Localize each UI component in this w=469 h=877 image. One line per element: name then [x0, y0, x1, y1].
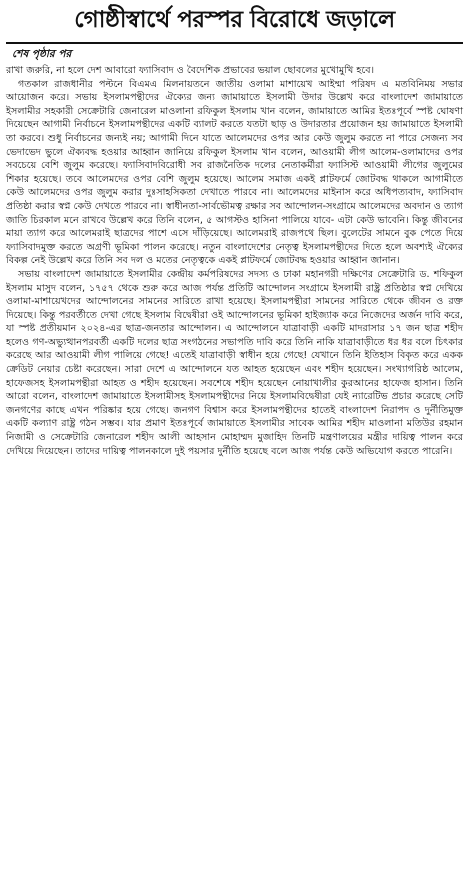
- paragraph: সভায় বাংলাদেশ জামায়াতে ইসলামীর কেন্দ্রীয় কর্মপরিষদের সদস্য ও ঢাকা মহানগরী দক্ষিণের সেক্রেটারি ড. শফিকুল ইসলাম মাসুদ বলেন, ১৭৫৭ থেকে শুরু করে আজ পর্যন্ত প্রতিটি আন্দোলন সংগ্রামে ইসলামী রাষ্ট্র প্রতিষ্ঠার স্বপ্ন দেখিয়ে ওলামা-মাশায়েখদের আন্দোলনের সামনের সারিতে রাখা হয়েছে। ইসলামপন্থীরা সামনের সারিতে থেকে জীবন ও রক্ত দিয়েছে। কিন্তু পরবর্তীতে দেখা গেছে ইসলাম বিদ্বেষীরা ওই আন্দোলনের ভূমিকা হাইজ্যাক করে নিজেদের অর্জন দাবি করে, যা স্পষ্ট প্রতীয়মান ২০২৪-এর ছাত্র-জনতার আন্দোলন। এ আন্দোলনে যাত্রাবাড়ী একটি মাদরাসার ১৭ জন ছাত্র শহীদ হলেও গণ-অভ্যুত্থানপরবর্তী একটি দলের ছাত্র সংগঠনের সভাপতি দাবি করে তিনি নাকি যাত্রাবাড়ীতে ধর ধর বলে চিৎকার করেছে আর আওয়ামী লীগ পালিয়ে গেছে! এতেই যাত্রাবাড়ী স্বাধীন হয়ে গেছে! যেখানে তিনি ইতিহাস বিকৃত করে একক ক্রেডিট নেয়ার চেষ্টা করেছেন। সারা দেশে এ আন্দোলনে যত আহত হয়েছেন এবং শহীদ হয়েছেন। সংখ্যাগরিষ্ঠ আলেম, হাফেজসহ ইসলামপন্থীরা আহত ও শহীদ হয়েছেন। সবশেষে শহীদ হয়েছেন নোয়াখালীর কুরআনের হাফেজ হাসান। তিনি আরো বলেন, বাংলাদেশ জামায়াতে ইসলামীসহ ইসলামপন্থীদের নিয়ে ইসলামবিদ্বেষীরা যেই ন্যারেটিভ প্রচার করেছে সেটি জনগণের কাছে এখন পরিষ্কার হয়ে গেছে। জনগণ বিশ্বাস করে ইসলামপন্থীদের হাতেই বাংলাদেশ নিরাপদ ও দুর্নীতিমুক্ত একটি কল্যাণ রাষ্ট্র গঠন সম্ভব। যার প্রমাণ ইতঃপূর্বে জামায়াতে ইসলামীর সাবেক আমির শহীদ মাওলানা মতিউর রহমান নিজামী ও সেক্রেটারি জেনারেল শহীদ আলী আহসান মোহাম্মদ মুজাহিদ তিনটি মন্ত্রণালয়ের মন্ত্রীর দায়িত্ব পালন করে দেখিয়ে দিয়েছেন। তাদের দায়িত্ব পালনকালে দুই পয়সার দুর্নীতি হয়েছে বলে আজ পর্যন্ত কেউ অভিযোগ করতে পারেনি।: [6, 268, 463, 457]
- continued-from-label: শেষ পৃষ্ঠার পর: [12, 48, 72, 60]
- paragraph: রাখা জরুরি, না হলে দেশ আবারো ফ্যাসিবাদ ও বৈদেশিক প্রভাবের ভয়াল ছোবলের মুখোমুখি হবে।: [6, 65, 375, 76]
- paragraph: গতকাল রাজধানীর পল্টনে বিএমএ মিলনায়তনে জাতীয় ওলামা মাশায়েখ আইম্মা পরিষদ এ মতবিনিময় সভার আয়োজন করে। সভায় ইসলামপন্থীদের ঐক্যের জন্য জামায়াতে ইসলামী উদার উল্লেখ করে বাংলাদেশ জামায়াতে ইসলামীর সহকারী সেক্রেটারি জেনারেল মাওলানা রফিকুল ইসলাম খান বলেন, জামায়াতে আমির ইতঃপূর্বে স্পষ্ট ঘোষণা দিয়েছেন আগামী নির্বাচনে ইসলামপন্থীদের একটি ব্যালট করতে যতটা ছাড় ও উদারতার প্রয়োজন হয় জামায়াতে ইসলামী তা করবে। শুধু নির্বাচনের জন্যই নয়; আগামী দিনে যাতে আলেমদের ওপর আর কেউ জুলুম করতে না পারে সেজন্য সব ভেদাভেদ ভুলে ঐক্যবদ্ধ হওয়ার আহ্বান জানিয়ে রফিকুল ইসলাম খান বলেন, আওয়ামী লীগ আলেম-ওলামাদের ওপর সবচেয়ে বেশি জুলুম করেছে। ফ্যাসিবাদবিরোধী সব রাজনৈতিক দলের নেতাকর্মীরা ফ্যাসিস্ট আওয়ামী লীগের জুলুমের শিকার হয়েছে। তবে আলেমদের ওপর বেশি জুলুম হয়েছে। আলেম সমাজ একই প্লাটফর্মে জোটবদ্ধ থাকলে আগামীতে কেউ আলেমদের ওপর জুলুম করার দুঃসাহসিকতা দেখাতে পারবে না। আলেমদের মাইনাস করে অধিপত্যবাদ, ফ্যাসিবাদ প্রতিষ্ঠা করার স্বপ্ন কেউ দেখতে পারবে না। স্বাধীনতা-সার্বভৌমত্ব রক্ষার সব আন্দোলন-সংগ্রামে আলেমদের অবদান ও ত্যাগ জাতি চিরকাল মনে রাখবে উল্লেখ করে তিনি বলেন, ৫ আগস্টও হাসিনা পালিয়ে যাবে- এটা কেউ ভাবেনি। কিন্তু জীবনের মায়া ত্যাগ করে আলেমরাই ছাত্রদের পাশে এসে দাঁড়িয়েছে। আলেমরাই রাজপথে ছিল। বুলেটের সামনে বুক পেতে দিয়ে ফ্যাসিবাদমুক্ত করতে অগ্রণী ভূমিকা পালন করেছে। নতুন বাংলাদেশের নেতৃত্ব ইসলামপন্থীদের দিতে হলে অবশ্যই ঐক্যের বিকল্প নেই উল্লেখ করে তিনি সব দল ও মতের নেতৃত্বকে একই প্লাটফর্মে জোটবদ্ধ হওয়ার আহ্বান জানান।: [6, 78, 463, 267]
- headline: গোষ্ঠীস্বার্থে পরস্পর বিরোধে জড়ালে: [74, 7, 395, 33]
- article-body: [6, 64, 463, 458]
- headline-divider: [6, 42, 463, 44]
